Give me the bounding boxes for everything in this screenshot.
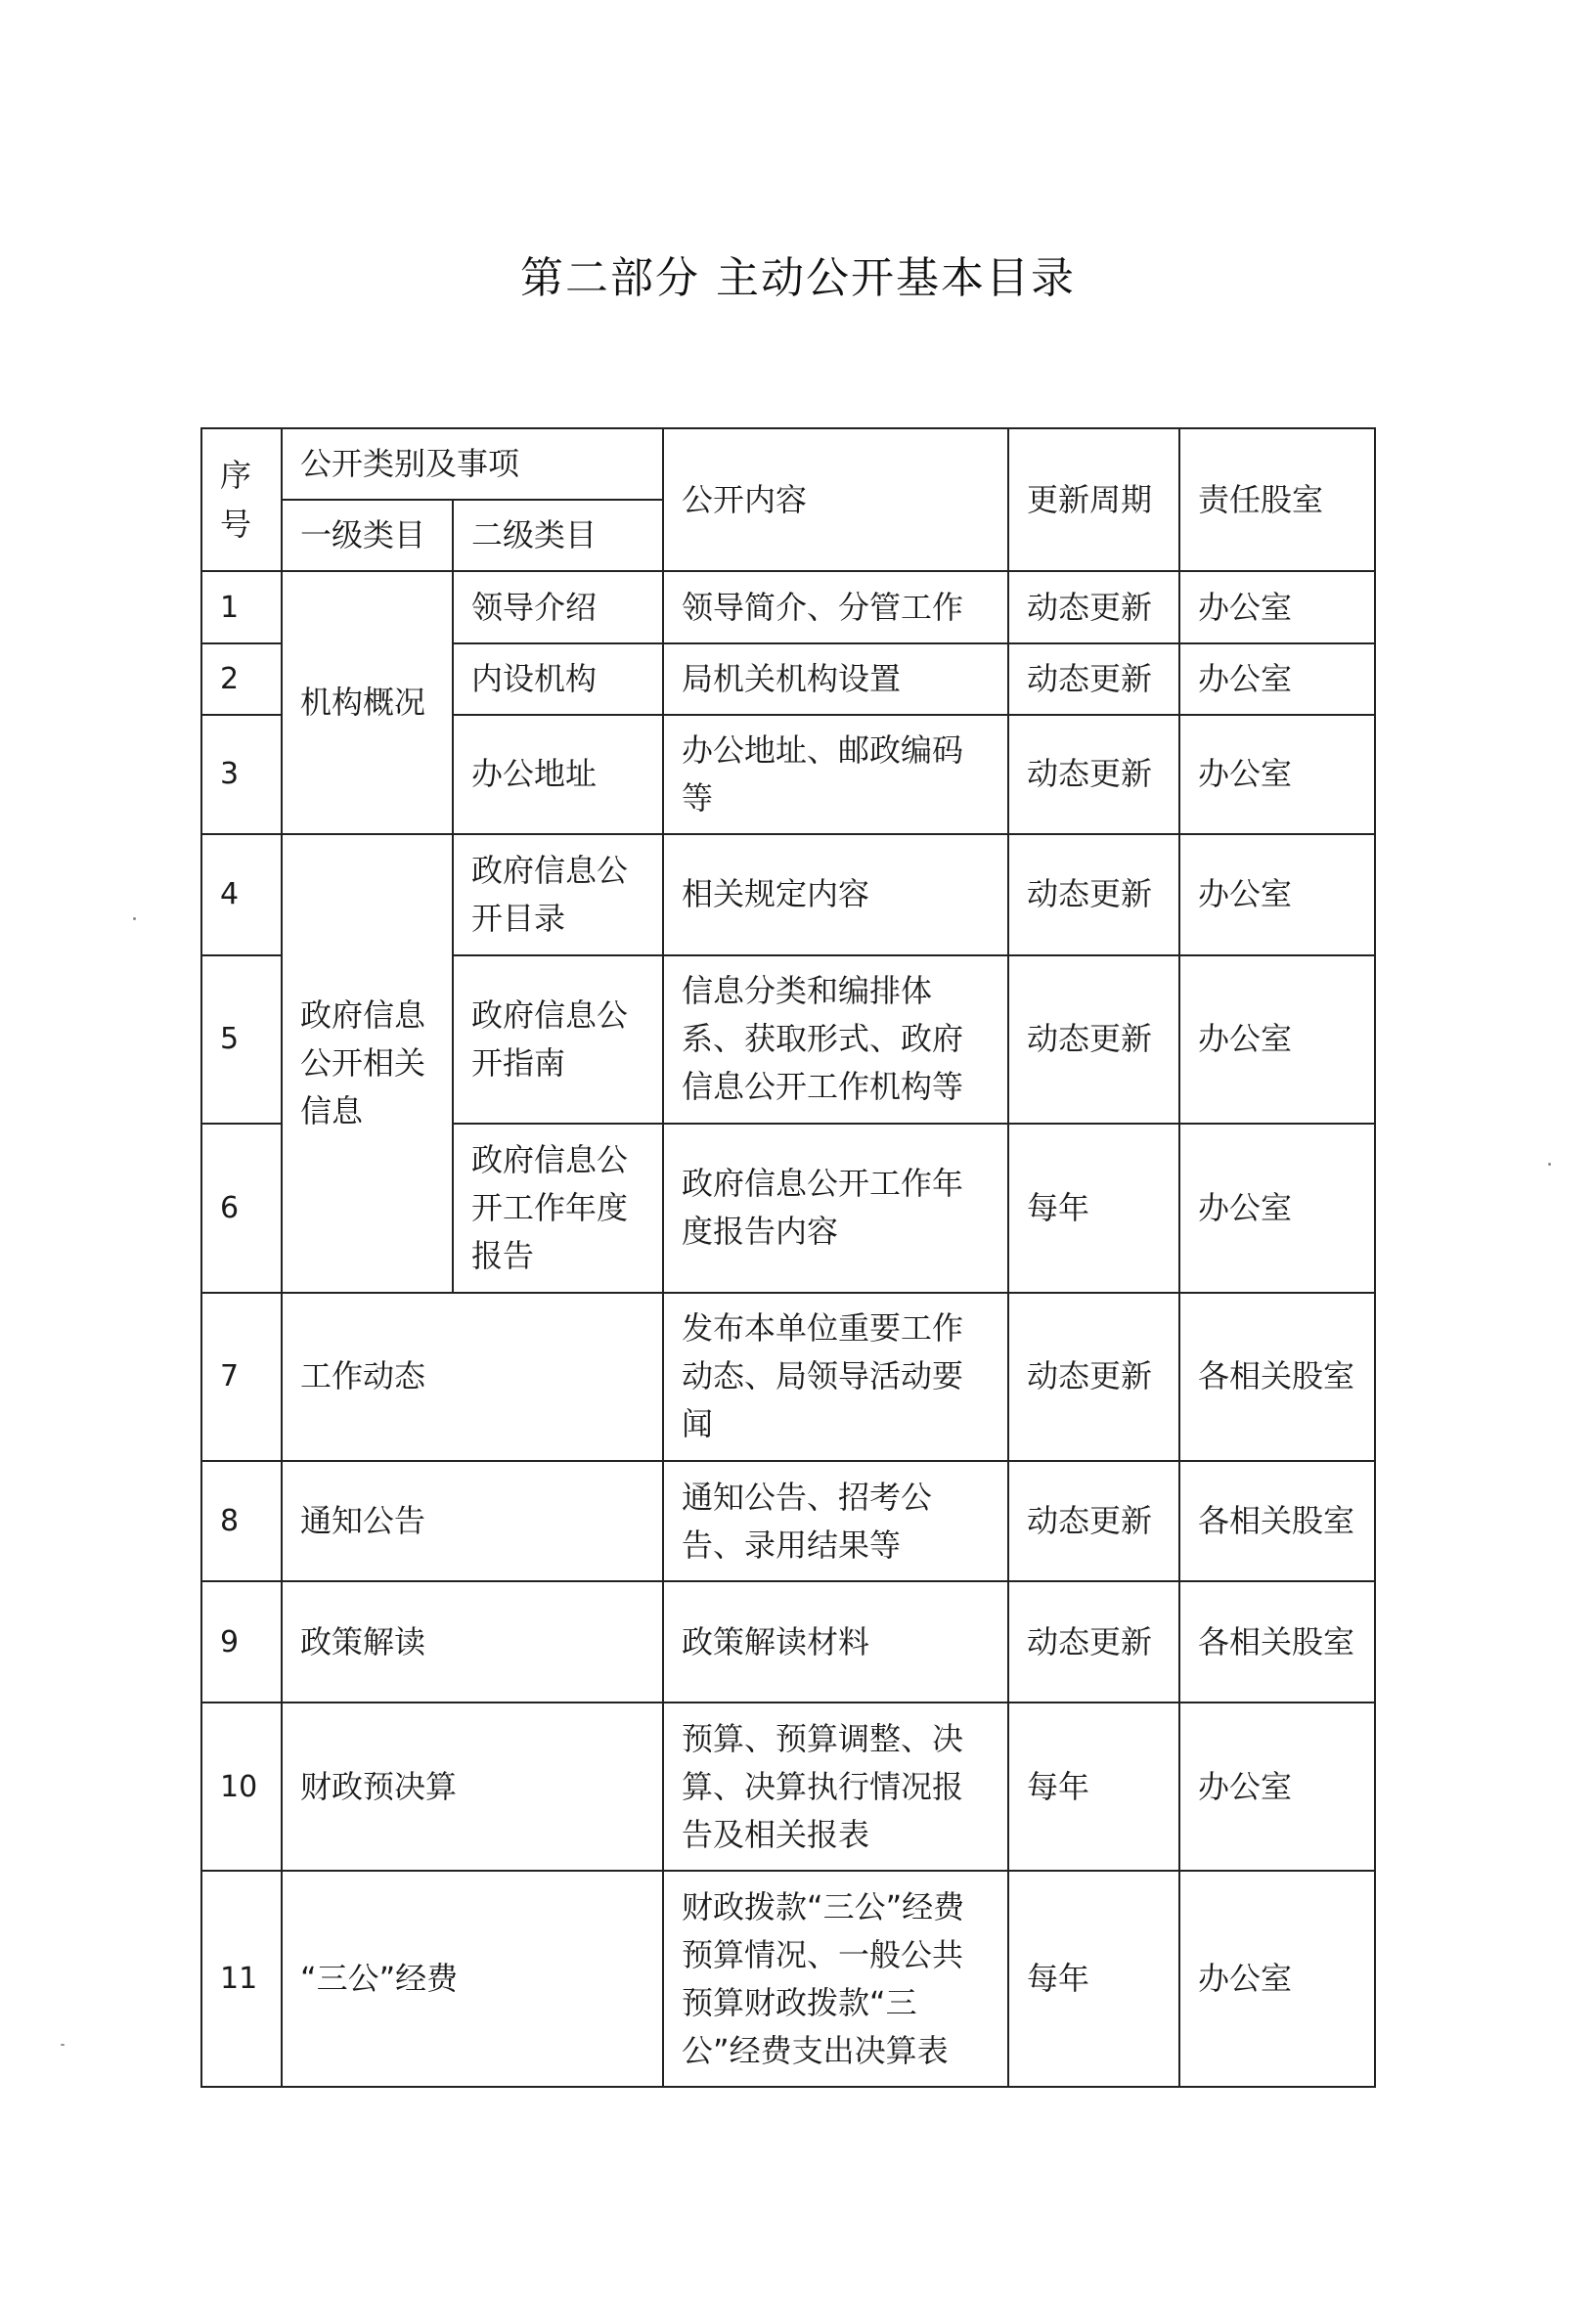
row-content: 政策解读材料 xyxy=(663,1581,1008,1702)
row-content: 发布本单位重要工作动态、局领导活动要闻 xyxy=(663,1293,1008,1462)
row-cycle: 动态更新 xyxy=(1008,643,1179,715)
row-content: 政府信息公开工作年度报告内容 xyxy=(663,1124,1008,1293)
row-category: 通知公告 xyxy=(282,1461,663,1581)
row-category: 政策解读 xyxy=(282,1581,663,1702)
row-cycle: 动态更新 xyxy=(1008,715,1179,834)
disclosure-catalog-table xyxy=(200,427,1376,2088)
table-row xyxy=(201,834,1375,954)
row-level2: 办公地址 xyxy=(453,715,663,834)
header-seq: 序号 xyxy=(201,428,282,571)
group-gov-info-related: 政府信息公开相关信息 xyxy=(282,834,453,1292)
row-cycle: 每年 xyxy=(1008,1871,1179,2087)
table-row xyxy=(201,1293,1375,1462)
table-row xyxy=(201,1461,1375,1581)
row-cycle: 每年 xyxy=(1008,1703,1179,1872)
row-cycle: 动态更新 xyxy=(1008,1293,1179,1462)
row-cycle: 动态更新 xyxy=(1008,571,1179,642)
row-cycle: 动态更新 xyxy=(1008,1581,1179,1702)
header-category-group: 公开类别及事项 xyxy=(282,428,663,500)
table-row xyxy=(201,1581,1375,1702)
row-dept: 办公室 xyxy=(1179,1703,1375,1872)
row-dept: 各相关股室 xyxy=(1179,1581,1375,1702)
row-cycle: 动态更新 xyxy=(1008,955,1179,1125)
row-number: 10 xyxy=(201,1703,282,1872)
scan-speck xyxy=(133,917,136,920)
page-title: 第二部分 主动公开基本目录 xyxy=(520,253,1076,303)
row-number: 6 xyxy=(201,1124,282,1293)
header-content: 公开内容 xyxy=(663,428,1008,571)
row-category: 工作动态 xyxy=(282,1293,663,1462)
scan-speck xyxy=(61,2044,65,2046)
row-content: 办公地址、邮政编码等 xyxy=(663,715,1008,834)
row-content: 相关规定内容 xyxy=(663,834,1008,954)
row-content: 局机关机构设置 xyxy=(663,643,1008,715)
row-category: 财政预决算 xyxy=(282,1703,663,1872)
row-dept: 办公室 xyxy=(1179,571,1375,642)
row-dept: 办公室 xyxy=(1179,715,1375,834)
row-number: 3 xyxy=(201,715,282,834)
row-cycle: 每年 xyxy=(1008,1124,1179,1293)
header-row xyxy=(201,428,1375,500)
table-row xyxy=(201,1871,1375,2087)
header-level1: 一级类目 xyxy=(282,500,453,571)
header-cycle: 更新周期 xyxy=(1008,428,1179,571)
row-cycle: 动态更新 xyxy=(1008,1461,1179,1581)
row-level2: 政府信息公开工作年度报告 xyxy=(453,1124,663,1293)
row-content: 预算、预算调整、决算、决算执行情况报告及相关报表 xyxy=(663,1703,1008,1872)
row-cycle: 动态更新 xyxy=(1008,834,1179,954)
table-row xyxy=(201,1703,1375,1872)
row-level2: 领导介绍 xyxy=(453,571,663,642)
row-number: 7 xyxy=(201,1293,282,1462)
row-dept: 办公室 xyxy=(1179,1871,1375,2087)
row-number: 4 xyxy=(201,834,282,954)
row-level2: 政府信息公开目录 xyxy=(453,834,663,954)
row-dept: 办公室 xyxy=(1179,955,1375,1125)
scan-speck xyxy=(1548,1163,1551,1166)
table-row xyxy=(201,571,1375,642)
row-dept: 办公室 xyxy=(1179,643,1375,715)
row-content: 财政拨款“三公”经费预算情况、一般公共预算财政拨款“三公”经费支出决算表 xyxy=(663,1871,1008,2087)
header-dept: 责任股室 xyxy=(1179,428,1375,571)
row-number: 1 xyxy=(201,571,282,642)
row-level2: 内设机构 xyxy=(453,643,663,715)
row-content: 领导简介、分管工作 xyxy=(663,571,1008,642)
row-dept: 办公室 xyxy=(1179,1124,1375,1293)
group-org-overview: 机构概况 xyxy=(282,571,453,834)
row-number: 5 xyxy=(201,955,282,1125)
row-dept: 办公室 xyxy=(1179,834,1375,954)
row-dept: 各相关股室 xyxy=(1179,1461,1375,1581)
row-number: 9 xyxy=(201,1581,282,1702)
row-number: 11 xyxy=(201,1871,282,2087)
row-level2: 政府信息公开指南 xyxy=(453,955,663,1125)
row-content: 通知公告、招考公告、录用结果等 xyxy=(663,1461,1008,1581)
row-dept: 各相关股室 xyxy=(1179,1293,1375,1462)
row-number: 2 xyxy=(201,643,282,715)
row-content: 信息分类和编排体系、获取形式、政府信息公开工作机构等 xyxy=(663,955,1008,1125)
header-level2: 二级类目 xyxy=(453,500,663,571)
row-number: 8 xyxy=(201,1461,282,1581)
row-category: “三公”经费 xyxy=(282,1871,663,2087)
